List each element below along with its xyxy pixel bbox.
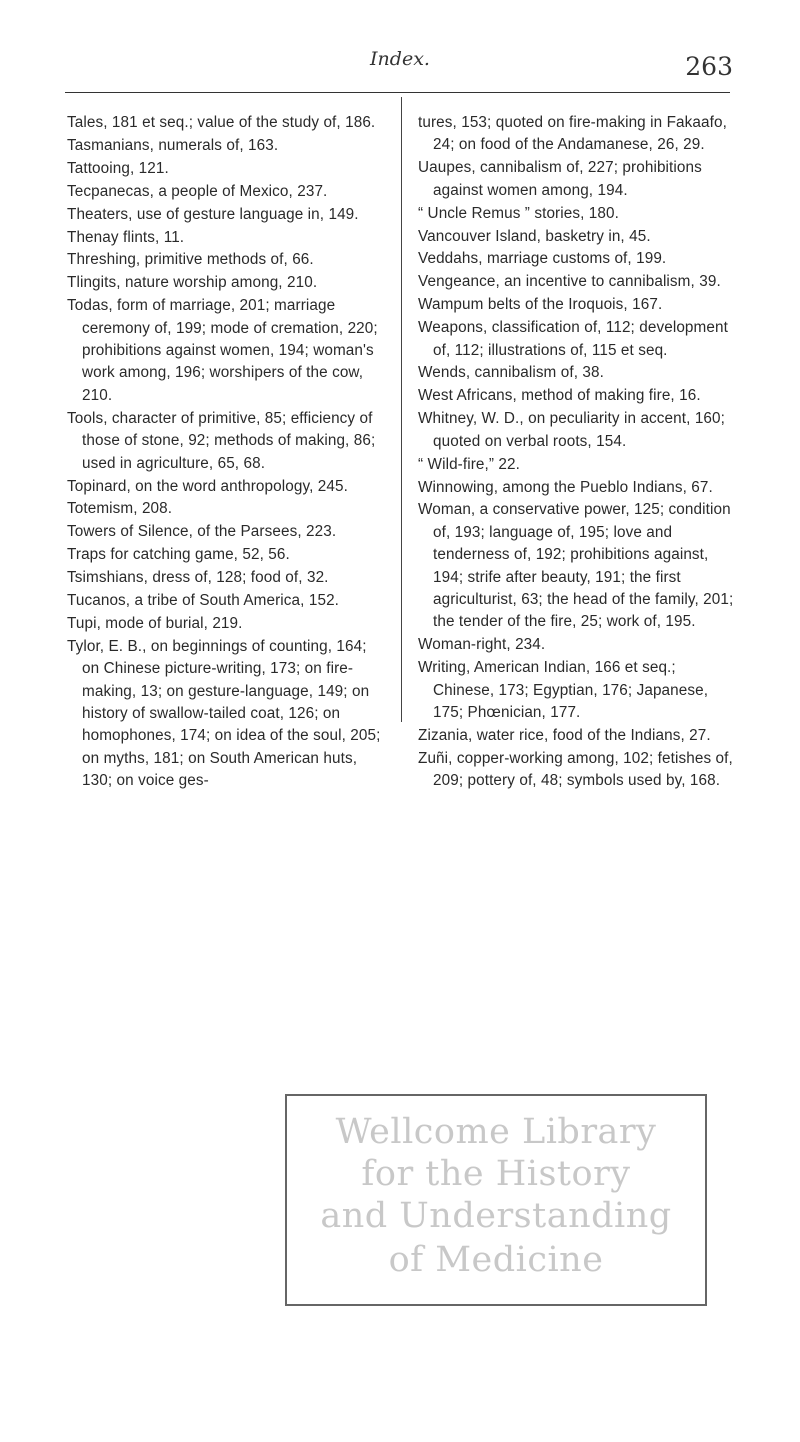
index-column-left [67, 112, 385, 793]
stamp-line: and Understanding [320, 1196, 672, 1236]
index-entry: Vancouver Island, basketry in, 45. [418, 227, 651, 245]
index-entry: Traps for catching game, 52, 56. [67, 546, 290, 564]
index-column-right [418, 112, 736, 793]
index-entry: Tasmanians, numerals of, 163. [67, 136, 279, 154]
running-title: Index. [370, 48, 430, 70]
index-entry: Tsimshians, dress of, 128; food of, 32. [67, 569, 329, 587]
index-entry: Tucanos, a tribe of South America, 152. [67, 592, 340, 610]
page-number: 263 [685, 52, 733, 81]
index-entry: Tylor, E. B., on beginnings of counting, 164; on Chinese picture-writing, 173; on fire-making, 13; on gesture-language, 149; on history of swallow-tailed coat, 126; on homophones, 174; on idea of the soul, 205; on myths, 181; on South American huts, 130; on voice ges- [67, 637, 381, 790]
index-entry: Thenay flints, 11. [67, 228, 185, 246]
index-entry: Woman-right, 234. [418, 636, 546, 654]
index-entry: Veddahs, marriage customs of, 199. [418, 250, 667, 268]
index-entry: Topinard, on the word anthropology, 245. [67, 477, 348, 495]
index-entry: Zizania, water rice, food of the Indians, 27. [418, 726, 711, 744]
index-entry: Threshing, primitive methods of, 66. [67, 251, 314, 269]
index-entry: Writing, American Indian, 166 et seq.; Chinese, 173; Egyptian, 176; Japanese, 175; Phœnician, 177. [418, 659, 709, 722]
index-entry: Towers of Silence, of the Parsees, 223. [67, 523, 337, 541]
index-entry: Tlingits, nature worship among, 210. [67, 274, 318, 292]
index-entry: tures, 153; quoted on fire-making in Fakaafo, 24; on food of the Andamanese, 26, 29. [418, 114, 727, 154]
library-stamp [285, 1094, 707, 1306]
index-entry: Uaupes, cannibalism of, 227; prohibitions against women among, 194. [418, 159, 702, 199]
index-entry: Tools, character of primitive, 85; efficiency of those of stone, 92; methods of making, 86; used in agriculture, 65, 68. [67, 409, 376, 472]
header-rule [65, 92, 730, 93]
index-entry: Wends, cannibalism of, 38. [418, 364, 604, 382]
stamp-line: of Medicine [388, 1240, 604, 1280]
stamp-line: Wellcome Library [335, 1112, 657, 1152]
index-entry: Tecpanecas, a people of Mexico, 237. [67, 182, 328, 200]
index-entry: Zuñi, copper-working among, 102; fetishes of, 209; pottery of, 48; symbols used by, 168. [418, 749, 733, 790]
index-entry: Todas, form of marriage, 201; marriage ceremony of, 199; mode of cremation, 220; prohibitions against women, 194; woman's work among, 196; worshipers of the cow, 210. [67, 297, 378, 404]
index-entry: Winnowing, among the Pueblo Indians, 67. [418, 478, 713, 496]
index-entry: “ Uncle Remus ” stories, 180. [418, 204, 619, 222]
index-entry: Whitney, W. D., on peculiarity in accent, 160; quoted on verbal roots, 154. [418, 410, 725, 450]
stamp-line: for the History [361, 1154, 631, 1194]
index-entry: Wampum belts of the Iroquois, 167. [418, 296, 663, 314]
index-entry: Weapons, classification of, 112; development of, 112; illustrations of, 115 et seq. [418, 319, 728, 359]
index-entry: Tupi, mode of burial, 219. [67, 614, 243, 632]
index-entry: Theaters, use of gesture language in, 149. [67, 205, 359, 223]
index-entry: Vengeance, an incentive to cannibalism, 39. [418, 273, 721, 291]
index-entry: Totemism, 208. [67, 500, 173, 518]
index-entry: Woman, a conservative power, 125; condition of, 193; language of, 195; love and tenderness of, 192; prohibitions against, 194; strife after beauty, 191; the first agriculturist, 63; the head of the family, 201; the tender of the fire, 25; work of, 195. [418, 501, 734, 631]
column-divider [401, 97, 402, 722]
index-entry: West Africans, method of making fire, 16. [418, 387, 701, 405]
page-header [0, 38, 800, 98]
index-entry: “ Wild-fire,” 22. [418, 455, 520, 473]
index-entry: Tales, 181 et seq.; value of the study of, 186. [67, 114, 376, 131]
index-entry: Tattooing, 121. [67, 159, 169, 177]
